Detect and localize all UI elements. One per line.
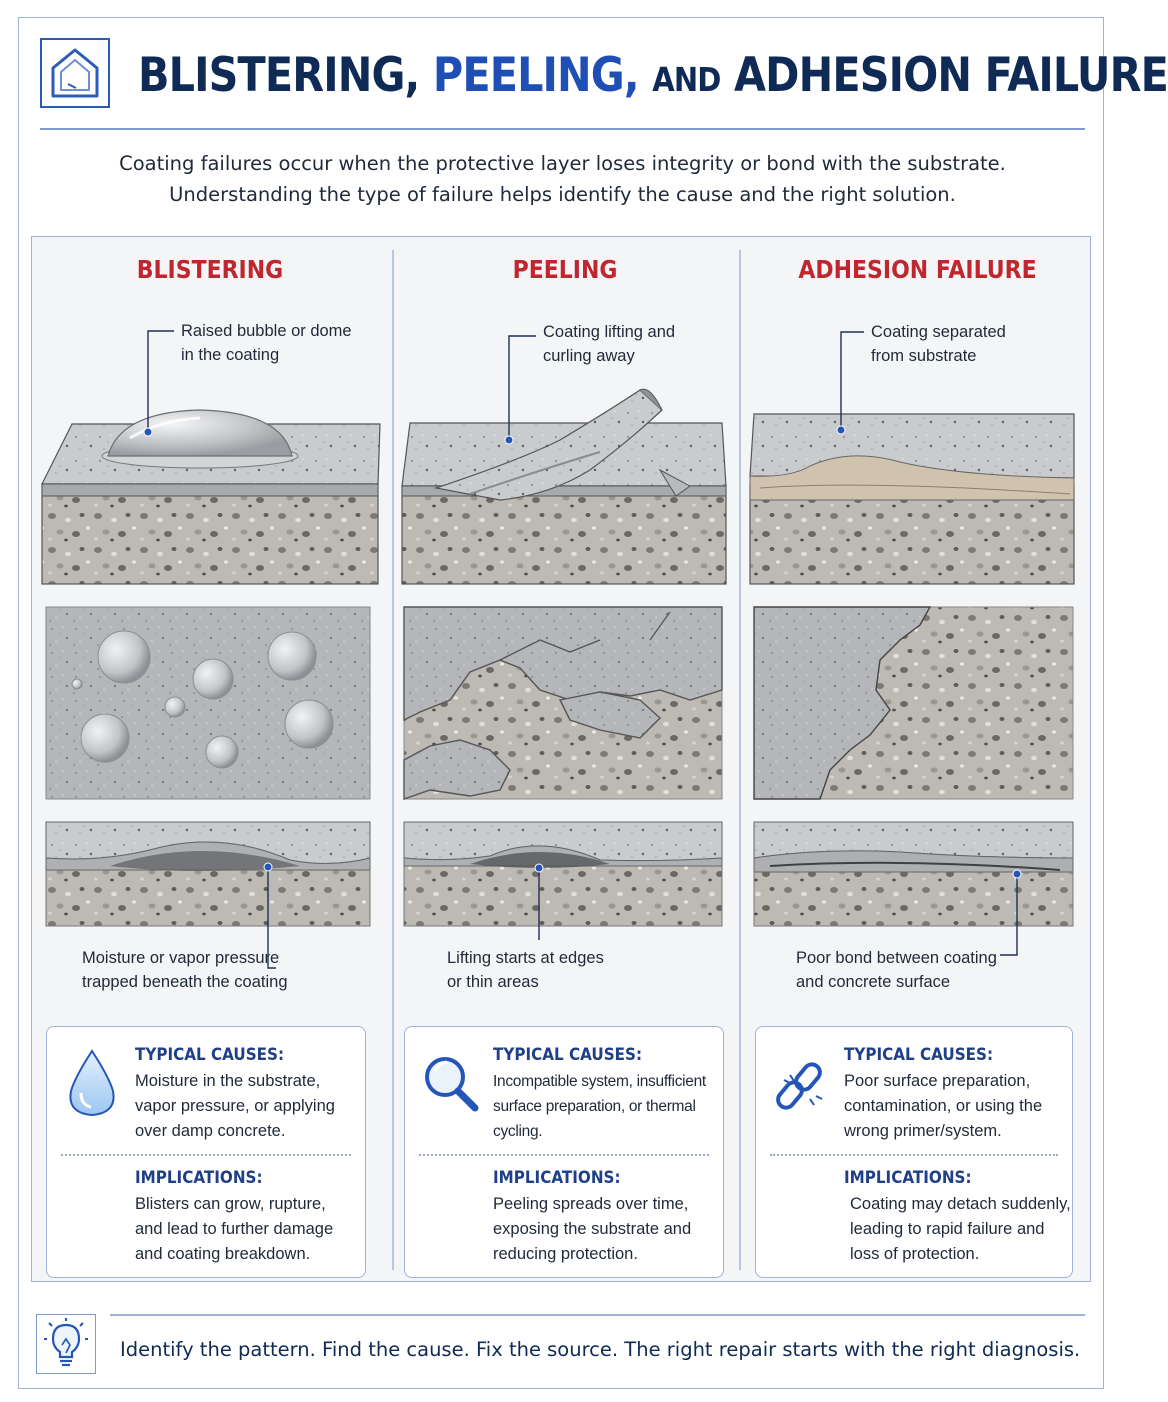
causes-heading: TYPICAL CAUSES: xyxy=(135,1045,285,1064)
info-card-blistering xyxy=(46,1026,366,1278)
lightbulb-icon-box xyxy=(36,1314,96,1374)
callout-peeling-bottom: Lifting starts at edges or thin areas xyxy=(447,949,604,991)
card-divider xyxy=(61,1154,351,1156)
lightbulb-icon xyxy=(37,1315,95,1373)
causes-text: Incompatible system, insufficient surface preparation, or thermal cycling. xyxy=(493,1073,706,1140)
info-card-adhesion-failure xyxy=(755,1026,1073,1278)
intro-line-1: Coating failures occur when the protective layer loses integrity or bond with the substrate. xyxy=(119,152,1006,175)
info-card-peeling xyxy=(404,1026,724,1278)
intro-line-2: Understanding the type of failure helps identify the cause and the right solution. xyxy=(169,183,956,206)
page-title: BLISTERING, PEELING, AND ADHESION FAILURE xyxy=(138,48,1168,103)
broken-link-icon xyxy=(770,1047,832,1119)
footer-divider xyxy=(110,1314,1085,1316)
column-title-peeling: PEELING xyxy=(512,255,618,284)
water-drop-icon xyxy=(61,1047,123,1119)
magnifier-icon xyxy=(419,1047,481,1119)
footer-tagline: Identify the pattern. Find the cause. Fix the source. The right repair starts with the right diagnosis. xyxy=(120,1338,1081,1361)
implications-heading: IMPLICATIONS: xyxy=(493,1168,621,1187)
column-title-blistering: BLISTERING xyxy=(136,255,284,284)
implications-text: Peeling spreads over time, exposing the substrate and reducing protection. xyxy=(493,1195,692,1263)
column-title-adhesion-failure: ADHESION FAILURE xyxy=(798,255,1037,284)
callout-peeling-top: Coating lifting and curling away xyxy=(543,323,676,365)
causes-text: Moisture in the substrate, vapor pressure, or applying over damp concrete. xyxy=(135,1072,335,1140)
callout-adhesion-top: Coating separated from substrate xyxy=(871,323,1006,365)
causes-text: Poor surface preparation, contamination, or using the wrong primer/system. xyxy=(844,1072,1043,1140)
card-divider xyxy=(770,1154,1058,1156)
causes-heading: TYPICAL CAUSES: xyxy=(493,1045,643,1064)
implications-text: Coating may detach suddenly, leading to rapid failure and loss of protection. xyxy=(850,1195,1071,1263)
card-divider xyxy=(419,1154,709,1156)
implications-text: Blisters can grow, rupture, and lead to further damage and coating breakdown. xyxy=(135,1195,334,1263)
callout-adhesion-bottom: Poor bond between coating and concrete surface xyxy=(796,949,997,991)
callout-blistering-top: Raised bubble or dome in the coating xyxy=(181,322,352,364)
implications-heading: IMPLICATIONS: xyxy=(844,1168,972,1187)
callout-blistering-bottom: Moisture or vapor pressure trapped beneath the coating xyxy=(82,949,288,991)
causes-heading: TYPICAL CAUSES: xyxy=(844,1045,994,1064)
implications-heading: IMPLICATIONS: xyxy=(135,1168,263,1187)
